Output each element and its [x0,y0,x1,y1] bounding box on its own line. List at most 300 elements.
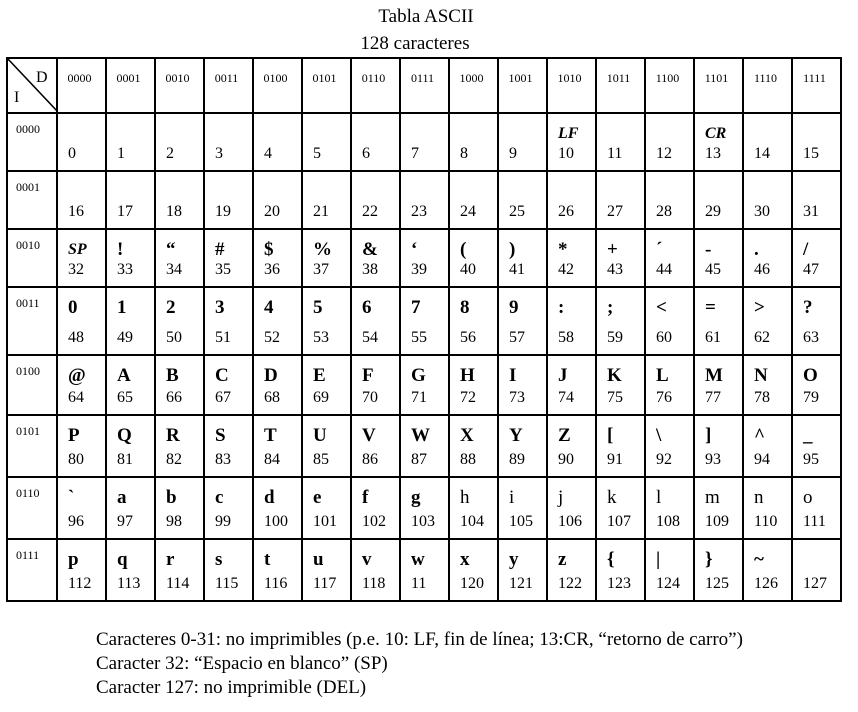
char-cell [204,539,253,601]
char-glyph: W [411,425,430,446]
char-code: 85 [313,451,329,468]
char-glyph: p [68,549,79,570]
char-cell [792,287,841,355]
char-code: 120 [460,575,484,592]
char-cell [155,287,204,355]
char-code: 103 [411,513,435,530]
char-cell [204,171,253,229]
char-cell [547,287,596,355]
char-glyph: ^ [754,425,766,446]
column-header: 0011 [204,58,253,113]
char-cell [302,229,351,287]
table-row [7,229,841,287]
char-cell [792,229,841,287]
char-cell [743,171,792,229]
char-glyph: g [411,487,421,508]
char-code: 126 [754,575,778,592]
char-glyph: $ [264,239,274,260]
char-cell [792,113,841,171]
char-cell [792,477,841,539]
char-code: 8 [460,145,468,162]
char-glyph: LF [558,125,579,142]
char-code: 99 [215,513,231,530]
char-code: 84 [264,451,280,468]
char-cell [498,539,547,601]
char-glyph: F [362,365,374,386]
char-cell [498,415,547,477]
char-code: 108 [656,513,680,530]
char-code: 65 [117,389,133,406]
char-cell [792,355,841,415]
char-cell [351,171,400,229]
char-cell [596,477,645,539]
char-glyph: 8 [460,297,470,318]
char-code: 97 [117,513,133,530]
char-cell [400,113,449,171]
char-cell [253,539,302,601]
char-code: 53 [313,329,329,346]
char-cell [204,477,253,539]
char-cell [253,229,302,287]
char-glyph: CR [705,125,727,142]
char-cell [743,355,792,415]
char-glyph: I [509,365,517,386]
char-code: 11 [607,145,623,162]
char-code: 11 [411,575,427,592]
column-header: 1000 [449,58,498,113]
char-glyph: { [607,549,615,570]
column-header: 0100 [253,58,302,113]
char-code: 110 [754,513,778,530]
char-cell [596,171,645,229]
char-cell [253,287,302,355]
char-code: 74 [558,389,574,406]
char-code: 43 [607,261,623,278]
char-code: 30 [754,203,770,220]
row-header [7,229,57,287]
char-glyph: w [411,549,425,570]
char-cell [449,287,498,355]
char-glyph: S [215,425,226,446]
char-cell [400,477,449,539]
char-code: 79 [803,389,819,406]
char-cell [596,355,645,415]
char-code: 95 [803,451,819,468]
char-glyph: v [362,549,372,570]
char-code: 107 [607,513,631,530]
char-cell [57,539,106,601]
char-cell [400,171,449,229]
char-cell [155,355,204,415]
char-cell [302,415,351,477]
char-glyph: G [411,365,426,386]
char-glyph: o [803,487,813,508]
char-glyph: ` [68,487,75,508]
char-code: 111 [803,513,826,530]
char-glyph: # [215,239,225,260]
char-glyph: ] [705,425,712,446]
char-cell [302,355,351,415]
row-header [7,539,57,601]
char-glyph: R [166,425,180,446]
char-cell [743,287,792,355]
char-glyph: ~ [754,549,764,570]
table-row [7,355,841,415]
char-code: 121 [509,575,533,592]
char-code: 58 [558,329,574,346]
char-cell [498,355,547,415]
char-glyph: L [656,365,669,386]
char-code: 61 [705,329,721,346]
row-header [7,171,57,229]
char-glyph: u [313,549,324,570]
char-cell [694,355,743,415]
char-glyph: z [558,549,567,570]
char-code: 101 [313,513,337,530]
table-row [7,113,841,171]
char-cell [155,171,204,229]
char-cell [253,171,302,229]
char-code: 19 [215,203,231,220]
char-glyph: M [705,365,723,386]
char-glyph: m [705,487,720,508]
char-cell [449,229,498,287]
char-glyph: 2 [166,297,176,318]
char-code: 7 [411,145,419,162]
footnote-line: Caracter 127: no imprimible (DEL) [96,677,367,698]
char-glyph: > [754,297,765,318]
char-cell [106,287,155,355]
char-code: 12 [656,145,672,162]
char-code: 26 [558,203,574,220]
char-glyph: V [362,425,376,446]
char-cell [694,229,743,287]
char-cell [57,171,106,229]
column-header: 1110 [743,58,792,113]
char-cell [449,539,498,601]
char-code: 57 [509,329,525,346]
char-code: 1 [117,145,125,162]
char-cell [57,229,106,287]
char-cell [155,477,204,539]
char-code: 39 [411,261,427,278]
char-cell [351,477,400,539]
page-title: Tabla ASCII [378,6,474,27]
char-code: 80 [68,451,84,468]
char-cell [204,355,253,415]
char-code: 83 [215,451,231,468]
char-cell [596,287,645,355]
char-cell [106,415,155,477]
char-code: 62 [754,329,770,346]
char-glyph: 3 [215,297,225,318]
page-subtitle: 128 caracteres [360,33,470,54]
char-code: 40 [460,261,476,278]
char-glyph: D [264,365,278,386]
char-code: 90 [558,451,574,468]
char-cell [645,287,694,355]
char-glyph: l [656,487,662,508]
footnote-line: Caracteres 0-31: no imprimibles (p.e. 10: LF, fin de línea; 13:CR, “retorno de carro”) [96,629,743,650]
char-code: 92 [656,451,672,468]
char-glyph: 6 [362,297,372,318]
char-code: 122 [558,575,582,592]
char-code: 56 [460,329,476,346]
column-header: 0111 [400,58,449,113]
char-code: 96 [68,513,84,530]
char-code: 15 [803,145,819,162]
char-code: 109 [705,513,729,530]
char-cell [351,355,400,415]
char-cell [351,539,400,601]
char-code: 112 [68,575,92,592]
char-glyph: } [705,549,713,570]
char-cell [596,415,645,477]
char-code: 36 [264,261,280,278]
char-code: 52 [264,329,280,346]
char-code: 45 [705,261,721,278]
char-cell [155,113,204,171]
char-cell [204,229,253,287]
char-glyph: U [313,425,327,446]
char-code: 47 [803,261,819,278]
char-code: 42 [558,261,574,278]
row-header-label: 0000 [16,122,40,136]
char-code: 31 [803,203,819,220]
char-cell [106,477,155,539]
ascii-table [6,57,842,602]
char-code: 68 [264,389,280,406]
char-glyph: Z [558,425,571,446]
char-code: 87 [411,451,427,468]
char-code: 22 [362,203,378,220]
char-cell [547,355,596,415]
char-code: 75 [607,389,623,406]
table-row [7,477,841,539]
char-code: 105 [509,513,533,530]
char-glyph: - [705,239,712,260]
char-code: 49 [117,329,133,346]
char-cell [645,415,694,477]
char-code: 106 [558,513,582,530]
table-row [7,415,841,477]
char-cell [302,539,351,601]
table-row [7,287,841,355]
column-header-row [7,58,841,113]
char-code: 76 [656,389,672,406]
char-code: 78 [754,389,770,406]
char-cell [449,113,498,171]
char-cell [400,539,449,601]
char-cell [253,113,302,171]
char-code: 114 [166,575,190,592]
char-code: 27 [607,203,623,220]
char-code: 14 [754,145,770,162]
char-glyph: 4 [264,297,274,318]
char-cell [106,171,155,229]
char-cell [351,415,400,477]
char-cell [253,415,302,477]
char-code: 2 [166,145,174,162]
column-header: 1111 [792,58,841,113]
char-glyph: 9 [509,297,519,318]
column-header: 0110 [351,58,400,113]
char-cell [743,113,792,171]
row-header-label: 0110 [16,486,40,500]
char-cell [547,477,596,539]
char-cell [547,171,596,229]
char-glyph: ( [460,239,467,260]
char-cell [449,477,498,539]
char-cell [694,113,743,171]
char-glyph: e [313,487,322,508]
row-header [7,477,57,539]
char-glyph: K [607,365,622,386]
char-code: 69 [313,389,329,406]
char-code: 41 [509,261,525,278]
char-code: 21 [313,203,329,220]
char-code: 124 [656,575,680,592]
corner-col-label: D [36,69,48,86]
char-code: 34 [166,261,182,278]
char-code: 100 [264,513,288,530]
char-glyph: ; [607,297,614,318]
char-cell [547,229,596,287]
char-glyph: J [558,365,568,386]
char-code: 6 [362,145,370,162]
table-row [7,539,841,601]
char-code: 13 [705,145,721,162]
char-glyph: ´ [656,239,663,260]
char-code: 48 [68,329,84,346]
char-code: 82 [166,451,182,468]
char-code: 3 [215,145,223,162]
row-header-label: 0011 [16,296,40,310]
char-cell [498,477,547,539]
row-header-label: 0001 [16,180,40,194]
char-glyph: N [754,365,768,386]
row-header [7,415,57,477]
column-header: 0101 [302,58,351,113]
char-glyph: [ [607,425,614,446]
char-code: 4 [264,145,272,162]
row-header [7,113,57,171]
char-glyph: : [558,297,565,318]
char-cell [449,171,498,229]
char-cell [106,229,155,287]
column-header: 1001 [498,58,547,113]
char-glyph: E [313,365,326,386]
char-cell [743,229,792,287]
char-cell [645,229,694,287]
char-cell [596,539,645,601]
char-glyph: n [754,487,764,508]
char-cell [694,415,743,477]
char-glyph: f [362,487,369,508]
char-cell [351,287,400,355]
char-glyph: a [117,487,127,508]
char-glyph: ? [803,297,813,318]
row-header [7,355,57,415]
column-header: 1100 [645,58,694,113]
char-code: 118 [362,575,386,592]
char-cell [792,539,841,601]
char-glyph: s [215,549,223,570]
char-code: 24 [460,203,476,220]
char-code: 94 [754,451,770,468]
char-code: 113 [117,575,141,592]
char-code: 37 [313,261,329,278]
char-cell [351,113,400,171]
char-code: 54 [362,329,378,346]
char-glyph: . [754,239,759,260]
char-cell [792,415,841,477]
char-glyph: C [215,365,229,386]
char-code: 77 [705,389,721,406]
char-cell [155,229,204,287]
char-glyph: \ [656,425,662,446]
char-code: 89 [509,451,525,468]
char-code: 59 [607,329,623,346]
char-code: 28 [656,203,672,220]
char-cell [743,539,792,601]
char-cell [694,287,743,355]
char-glyph: Y [509,425,523,446]
char-cell [400,355,449,415]
char-code: 44 [656,261,672,278]
char-glyph: c [215,487,224,508]
char-code: 70 [362,389,378,406]
char-glyph: SP [68,241,87,258]
char-cell [57,287,106,355]
footnotes [96,628,743,700]
char-code: 67 [215,389,231,406]
char-code: 71 [411,389,427,406]
char-glyph: @ [68,365,86,386]
char-code: 38 [362,261,378,278]
char-glyph: k [607,487,617,508]
char-cell [351,229,400,287]
char-cell [498,171,547,229]
char-code: 9 [509,145,517,162]
char-cell [57,355,106,415]
char-glyph: y [509,549,519,570]
char-cell [547,415,596,477]
char-glyph: h [460,487,470,508]
char-glyph: 0 [68,297,78,318]
column-header: 1010 [547,58,596,113]
column-header: 0001 [106,58,155,113]
row-header-label: 0100 [16,364,40,378]
char-glyph: “ [166,239,176,260]
char-code: 123 [607,575,631,592]
char-cell [106,539,155,601]
column-header: 0010 [155,58,204,113]
char-code: 93 [705,451,721,468]
char-code: 33 [117,261,133,278]
char-glyph: % [313,239,332,260]
char-glyph: j [558,487,564,508]
char-glyph: / [803,239,809,260]
char-cell [57,113,106,171]
char-cell [253,355,302,415]
char-cell [106,113,155,171]
char-glyph: x [460,549,470,570]
char-glyph: _ [803,425,813,446]
row-header-label: 0101 [16,424,40,438]
char-cell [645,113,694,171]
char-code: 115 [215,575,239,592]
